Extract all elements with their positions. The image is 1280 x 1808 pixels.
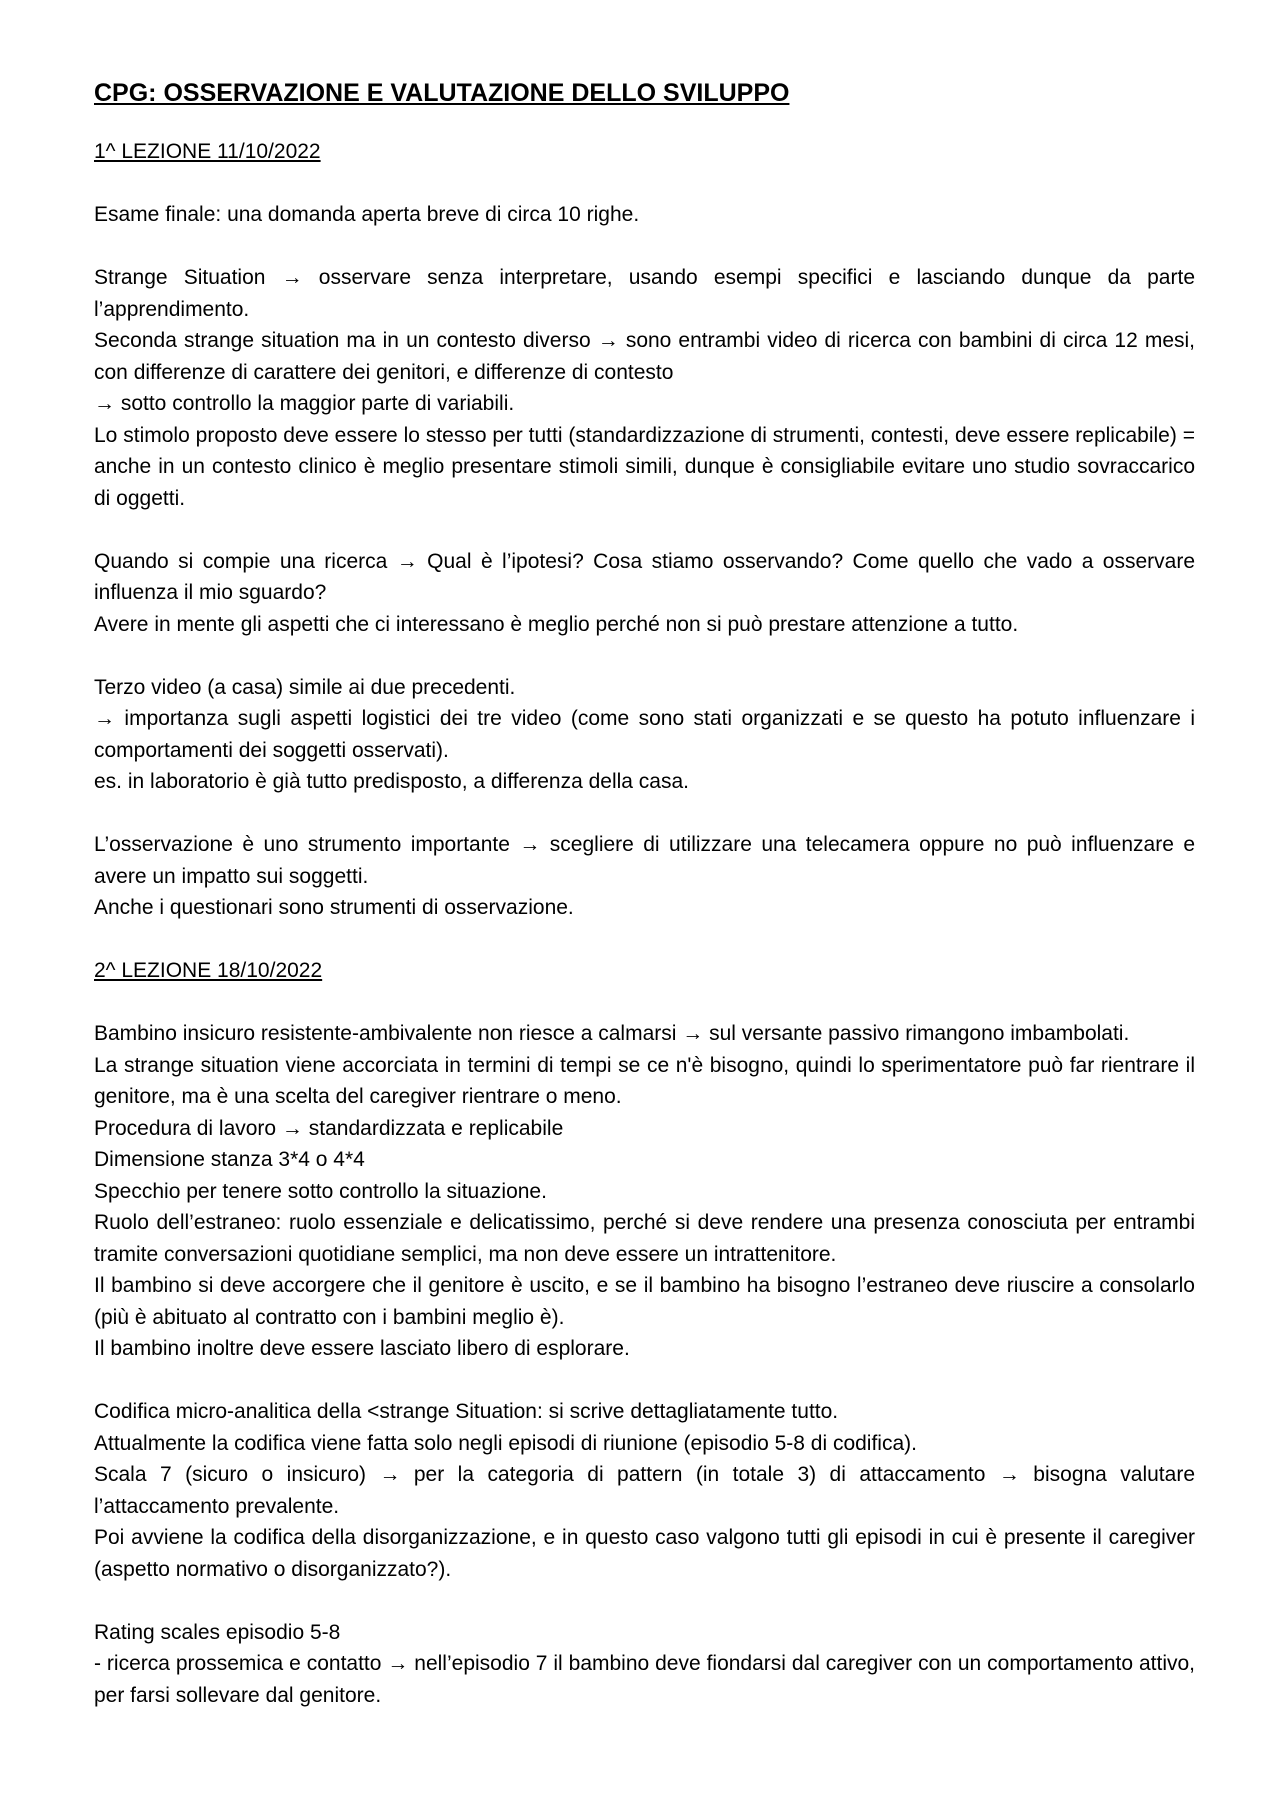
paragraph: Lo stimolo proposto deve essere lo stesso per tutti (standardizzazione di strumenti, contesti, deve essere replicabile) = anche in un contesto clinico è meglio presentare stimoli simili, dunque è consigliabile evitare uno studio sovraccarico di oggetti. [94,423,1195,510]
document-title: CPG: OSSERVAZIONE E VALUTAZIONE DELLO SVILUPPO [94,79,790,107]
paragraph: Quando si compie una ricerca → Qual è l’ipotesi? Cosa stiamo osservando? Come quello che vado a osservare influenza il mio sguardo? [94,549,1195,604]
paragraph: Il bambino si deve accorgere che il genitore è uscito, e se il bambino ha bisogno l’estraneo deve riuscire a consolarlo (più è abituato al contratto con i bambini meglio è). [94,1274,1195,1329]
paragraph: Attualmente la codifica viene fatta solo negli episodi di riunione (episodio 5-8 di codifica). [94,1431,917,1455]
lesson-heading: 1^ LEZIONE 11/10/2022 [94,140,321,163]
paragraph: Rating scales episodio 5-8 [94,1620,341,1644]
paragraph: Codifica micro-analitica della <strange Situation: si scrive dettagliatamente tutto. [94,1400,839,1423]
lesson-heading: 2^ LEZIONE 18/10/2022 [94,959,323,982]
paragraph: Procedura di lavoro → standardizzata e replicabile [94,1116,564,1140]
paragraph: → importanza sugli aspetti logistici dei tre video (come sono stati organizzati e se questo ha potuto influenzare i comportamenti dei soggetti osservati). [94,707,1195,762]
paragraph: Anche i questionari sono strumenti di osservazione. [94,896,574,919]
paragraph: Dimensione stanza 3*4 o 4*4 [94,1148,365,1171]
paragraph: Esame finale: una domanda aperta breve di circa 10 righe. [94,203,640,226]
paragraph: Terzo video (a casa) simile ai due precedenti. [94,675,516,699]
paragraph: Strange Situation → osservare senza interpretare, usando esempi specifici e lasciando dunque da parte l’apprendimento. [94,266,1195,321]
paragraph: → sotto controllo la maggior parte di variabili. [94,392,515,415]
paragraph: Poi avviene la codifica della disorganizzazione, e in questo caso valgono tutti gli episodi in cui è presente il caregiver (aspetto normativo o disorganizzato?). [94,1526,1195,1581]
paragraph: Scala 7 (sicuro o insicuro) → per la categoria di pattern (in totale 3) di attaccamento → bisogna valutare l’attaccamento prevalente. [94,1463,1195,1518]
paragraph: Seconda strange situation ma in un contesto diverso → sono entrambi video di ricerca con bambini di circa 12 mesi, con differenze di carattere dei genitori, e differenze di contesto [94,329,1195,384]
paragraph: La strange situation viene accorciata in termini di tempi se ce n'è bisogno, quindi lo sperimentatore può far rientrare il genitore, ma è una scelta del caregiver rientrare o meno. [94,1053,1195,1108]
paragraph: L’osservazione è uno strumento importante → scegliere di utilizzare una telecamera oppure no può influenzare e avere un impatto sui soggetti. [94,833,1195,888]
paragraph: - ricerca prossemica e contatto → nell’episodio 7 il bambino deve fiondarsi dal caregiver con un comportamento attivo, per farsi sollevare dal genitore. [94,1652,1195,1707]
paragraph: Il bambino inoltre deve essere lasciato libero di esplorare. [94,1337,630,1360]
paragraph: Bambino insicuro resistente-ambivalente non riesce a calmarsi → sul versante passivo rimangono imbambolati. [94,1022,1130,1045]
paragraph: Specchio per tenere sotto controllo la situazione. [94,1179,547,1203]
paragraph: es. in laboratorio è già tutto predisposto, a differenza della casa. [94,770,689,793]
paragraph: Ruolo dell’estraneo: ruolo essenziale e delicatissimo, perché si deve rendere una presenza conosciuta per entrambi tramite conversazioni quotidiane semplici, ma non deve essere un intrattenitore. [94,1211,1195,1266]
paragraph: Avere in mente gli aspetti che ci interessano è meglio perché non si può prestare attenzione a tutto. [94,612,1019,636]
